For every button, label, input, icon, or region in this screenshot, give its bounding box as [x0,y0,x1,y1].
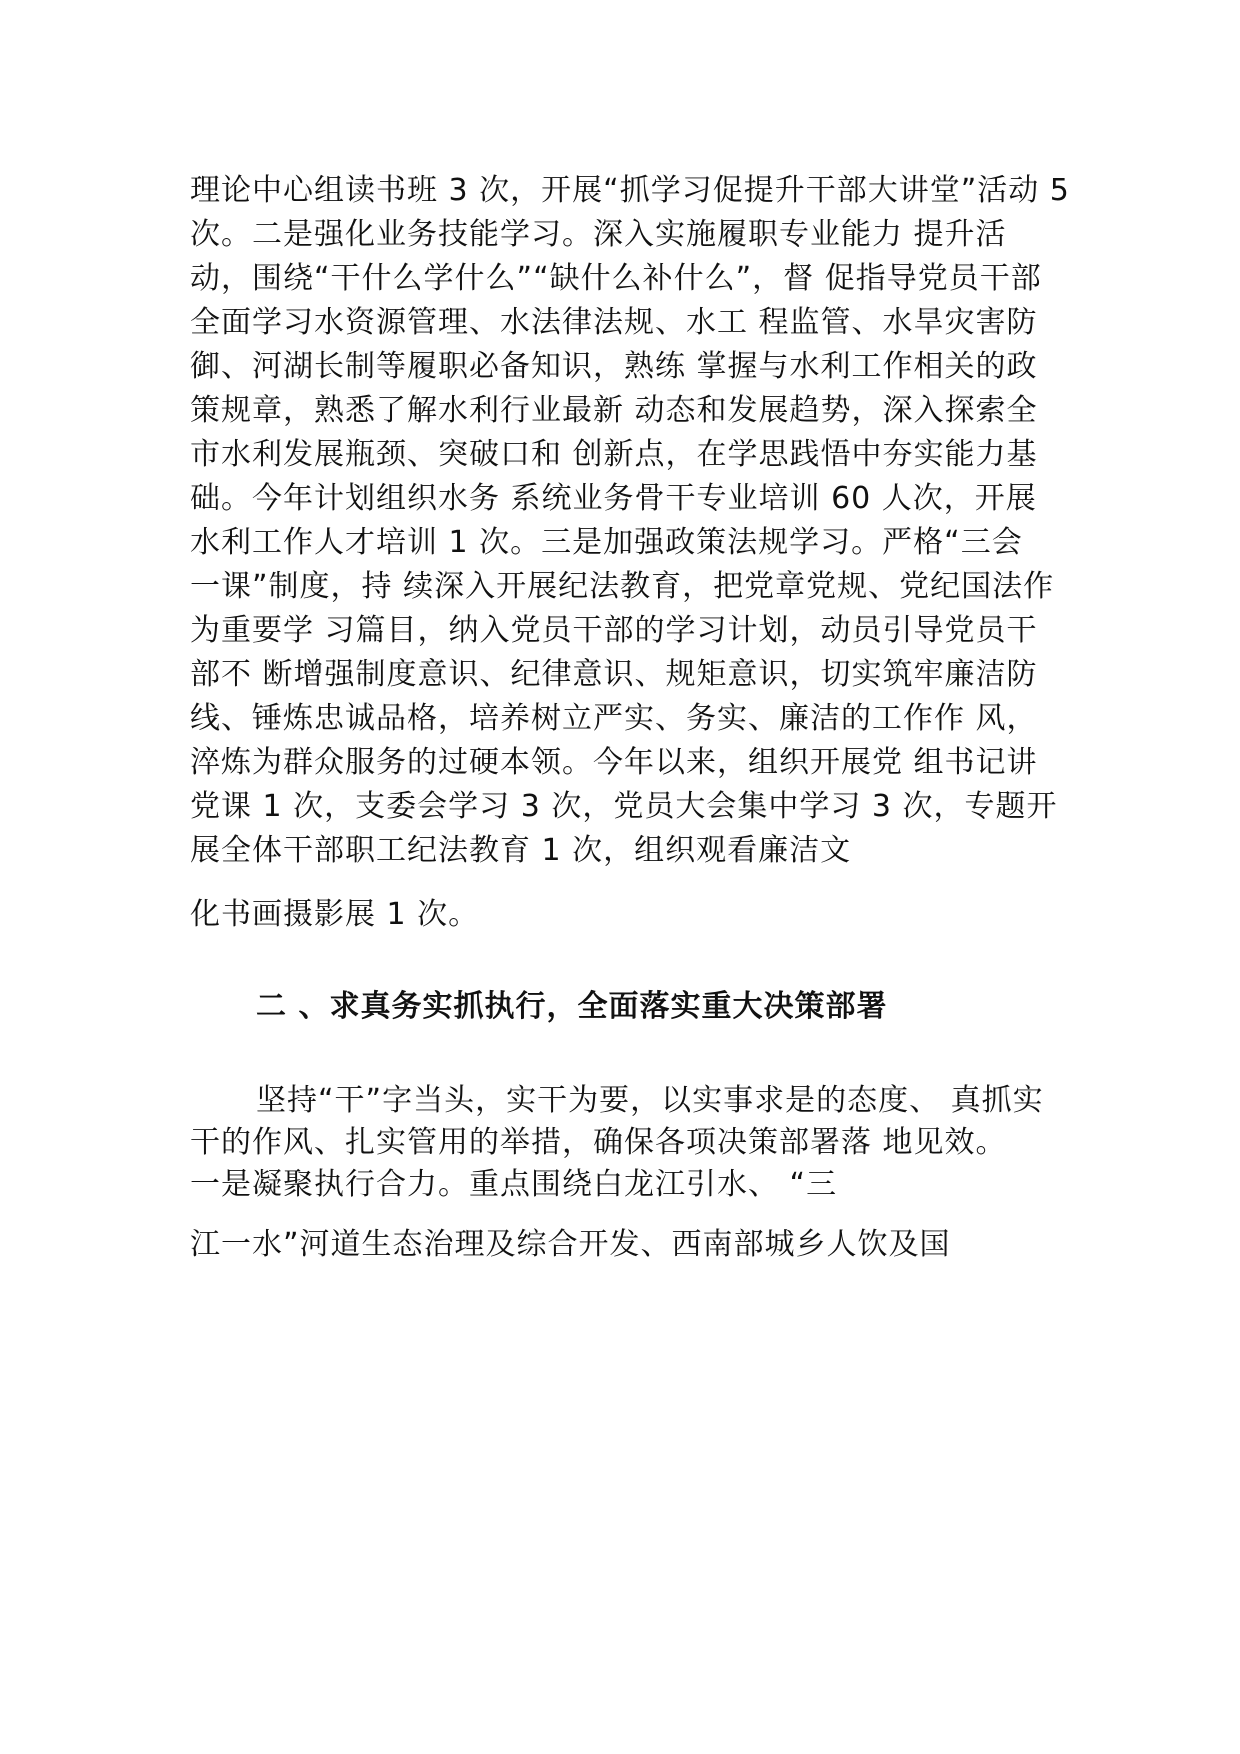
body-line-15: 党课 1 次，支委会学习 3 次，党员大会集中学习 3 次，专题开 [190,789,1058,824]
body-line-2: 次。二是强化业务技能学习。深入实施履职专业能力 提升活 [190,217,1007,252]
body-line-13: 线、锤炼忠诚品格，培养树立严实、务实、廉洁的工作作 风， [190,701,1038,736]
body-line-3: 动，围绕“干什么学什么”“缺什么补什么”，督 促指导党员干部 [190,261,1042,296]
body-line-5: 御、河湖长制等履职必备知识，熟练 掌握与水利工作相关的政 [190,349,1038,384]
body-line-11: 为重要学 习篇目，纳入党员干部的学习计划，动员引导党员干 [190,613,1038,648]
body-line-1: 理论中心组读书班 3 次，开展“抓学习促提升干部大讲堂”活动 5 [190,173,1070,208]
body-line-7: 市水利发展瓶颈、突破口和 创新点，在学思践悟中夯实能力基 [190,437,1038,472]
section-paragraph-line-2: 干的作风、扎实管用的举措，确保各项决策部署落 地见效。 [190,1125,1007,1160]
body-line-16: 展全体干部职工纪法教育 1 次，组织观看廉洁文 [190,833,852,868]
section-paragraph-line-1: 坚持“干”字当头，实干为要，以实事求是的态度、 真抓实 [256,1083,1044,1118]
body-line-6: 策规章，熟悉了解水利行业最新 动态和发展趋势，深入探索全 [190,393,1038,428]
body-line-9: 水利工作人才培训 1 次。三是加强政策法规学习。严格“三会 [190,525,1023,560]
body-line-12: 部不 断增强制度意识、纪律意识、规矩意识，切实筑牢廉洁防 [190,657,1038,692]
section-paragraph-line-4: 江一水”河道生态治理及综合开发、西南部城乡人饮及国 [190,1227,951,1262]
body-line-10: 一课”制度，持 续深入开展纪法教育，把党章党规、党纪国法作 [190,569,1055,604]
body-line-4: 全面学习水资源管理、水法律法规、水工 程监管、水旱灾害防 [190,305,1038,340]
body-line-8: 础。今年计划组织水务 系统业务骨干专业培训 60 人次，开展 [190,481,1037,516]
body-continuation-line: 化书画摄影展 1 次。 [190,897,480,932]
body-line-14: 淬炼为群众服务的过硬本领。今年以来，组织开展党 组书记讲 [190,745,1038,780]
section-paragraph-line-3: 一是凝聚执行合力。重点围绕白龙江引水、 “三 [190,1167,838,1202]
section-heading: 二 、求真务实抓执行，全面落实重大决策部署 [256,989,888,1024]
